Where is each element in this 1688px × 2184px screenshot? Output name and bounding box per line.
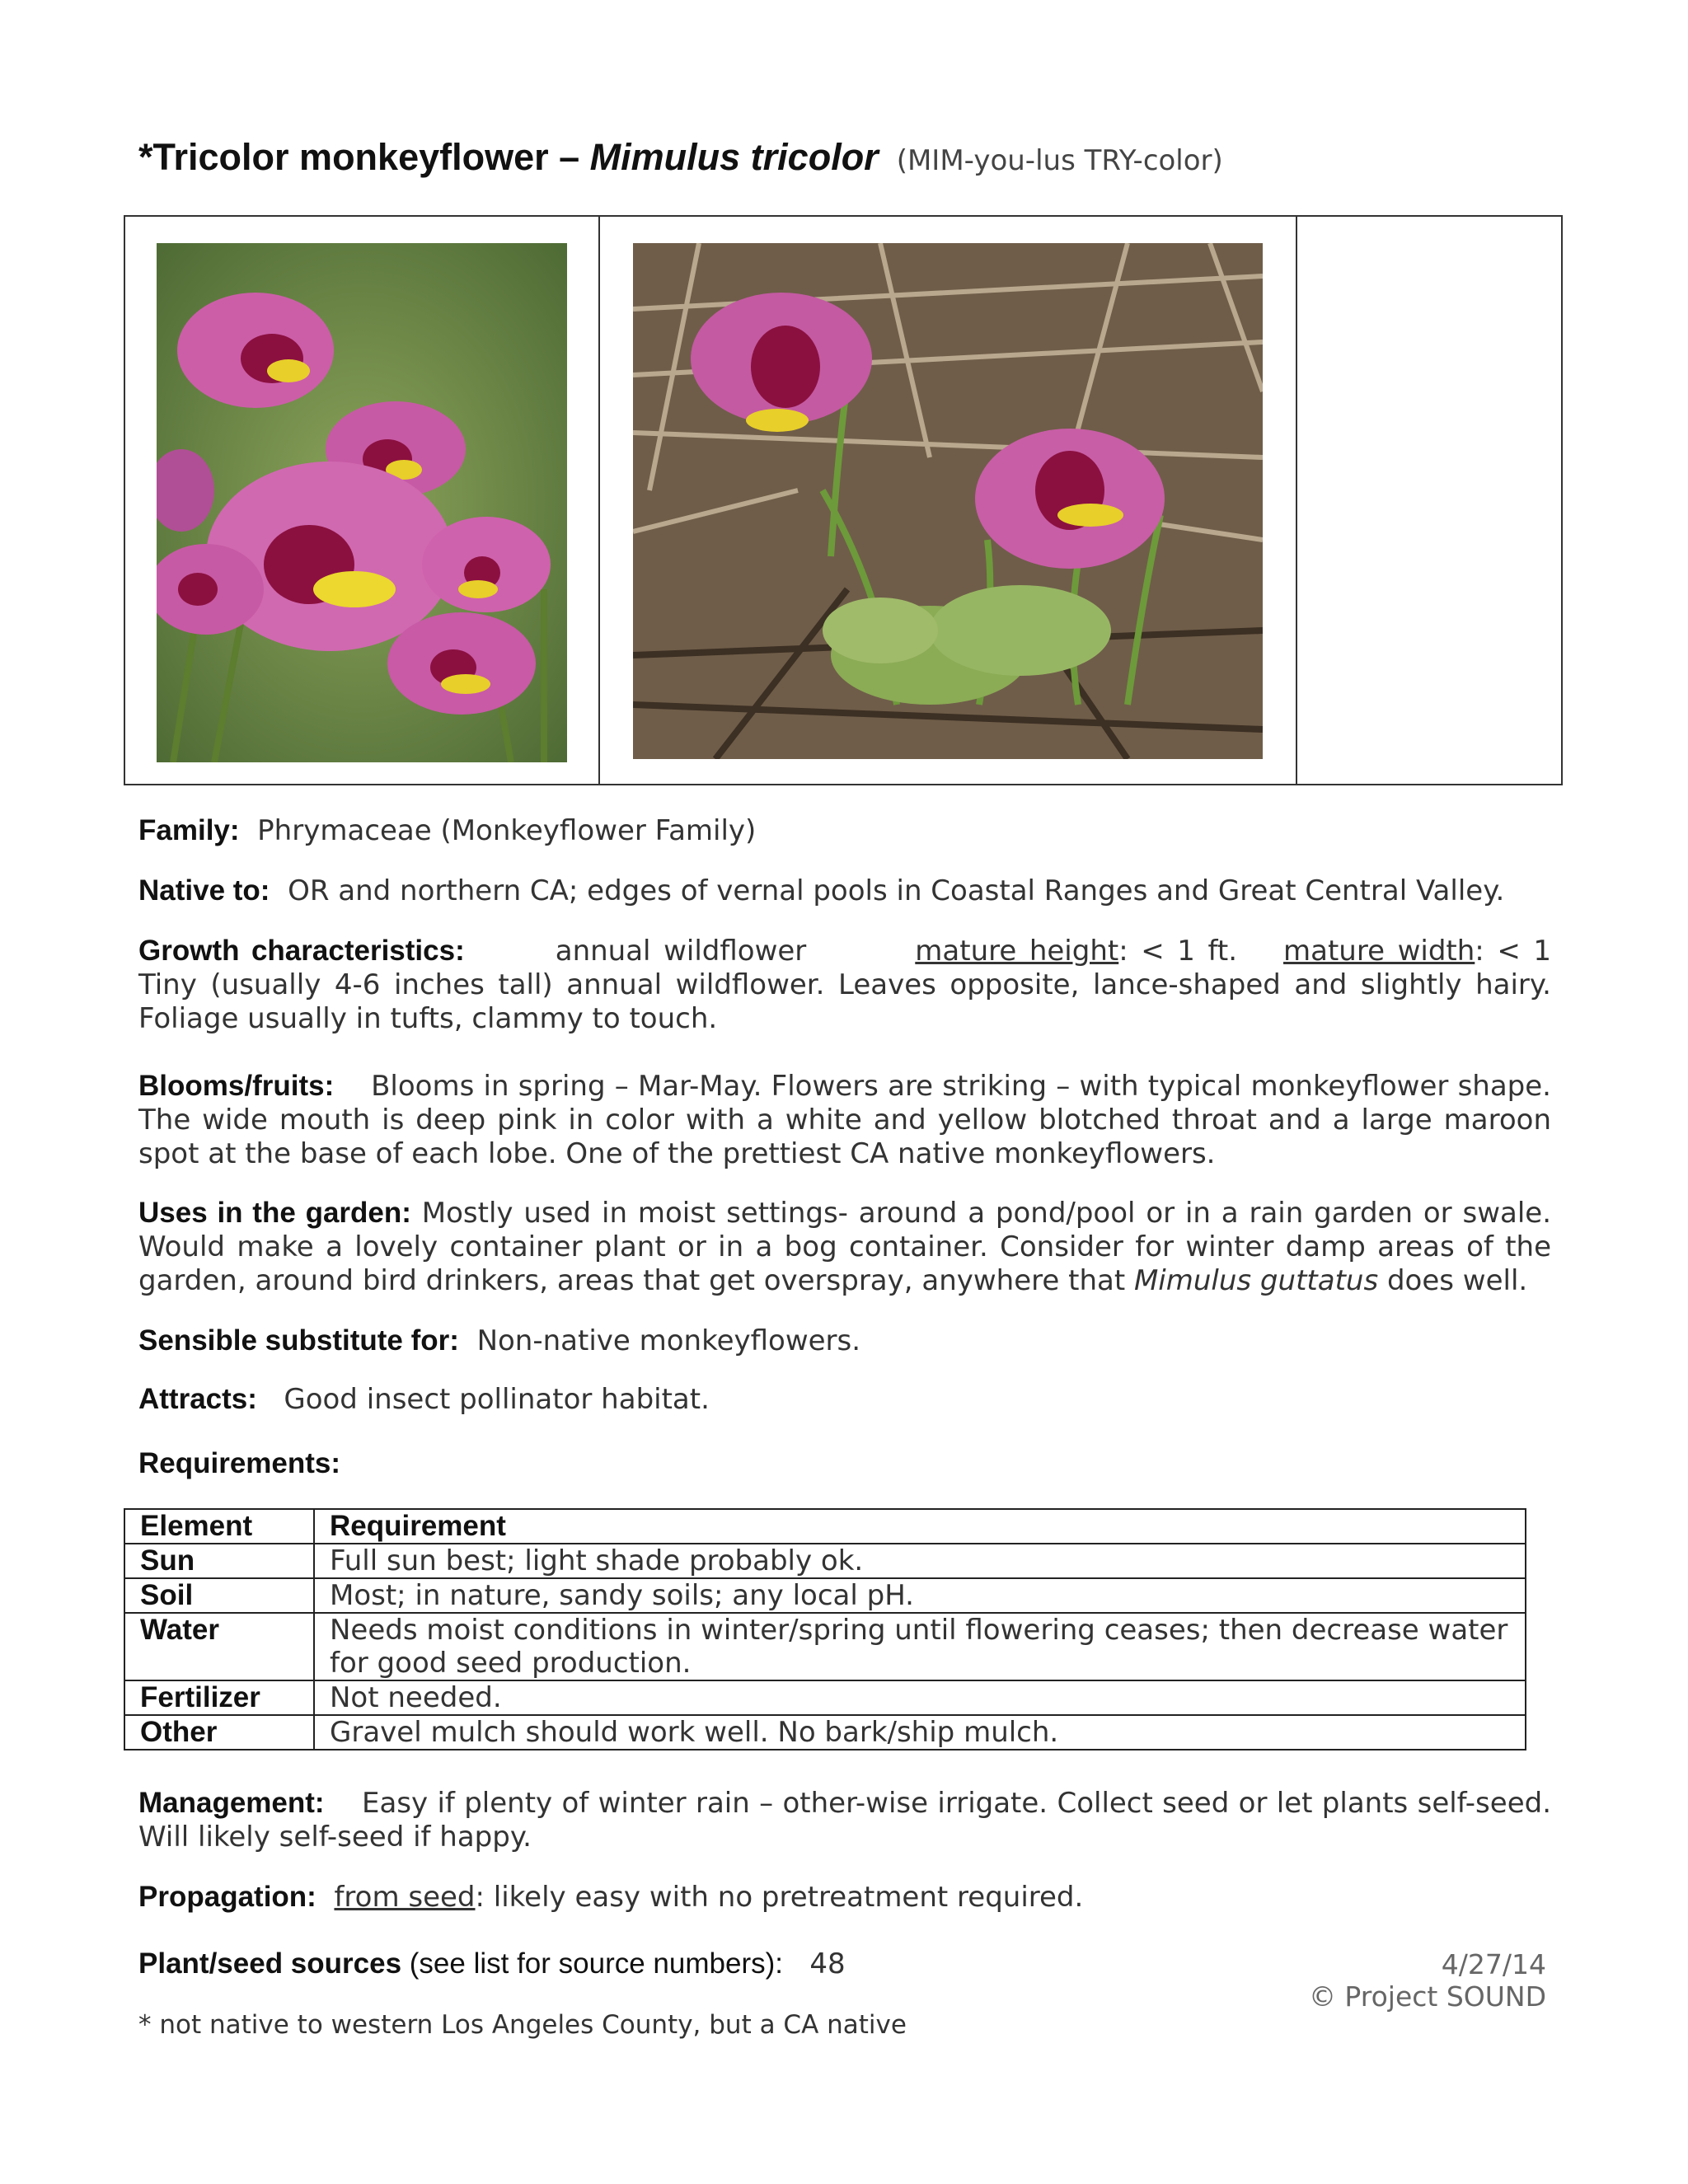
requirements-table bbox=[124, 1508, 1526, 1750]
uses-value-end: does well. bbox=[1378, 1264, 1528, 1297]
substitute-section bbox=[138, 1324, 1551, 1358]
requirement-cell: Full sun best; light shade probably ok. bbox=[314, 1544, 1526, 1578]
growth-label: Growth characteristics: bbox=[138, 935, 465, 967]
table-row bbox=[124, 1544, 1526, 1578]
title-common-name: *Tricolor monkeyflower – bbox=[138, 136, 590, 178]
family-value: Phrymaceae (Monkeyflower Family) bbox=[257, 814, 757, 847]
requirement-cell: Most; in nature, sandy soils; any local pH. bbox=[314, 1578, 1526, 1613]
table-row bbox=[124, 1715, 1526, 1750]
propagation-method: from seed bbox=[334, 1881, 476, 1914]
family-section bbox=[138, 813, 1551, 848]
requirement-cell: Gravel mulch should work well. No bark/ship mulch. bbox=[314, 1715, 1526, 1750]
page-title bbox=[138, 136, 1223, 179]
table-row bbox=[124, 1578, 1526, 1613]
photo-cell-1 bbox=[125, 217, 600, 784]
photo-table bbox=[124, 215, 1563, 785]
flower-closeup-photo bbox=[157, 243, 567, 762]
attracts-section bbox=[138, 1382, 1551, 1417]
sources-label: Plant/seed sources bbox=[138, 1947, 402, 1980]
requirement-cell: Needs moist conditions in winter/spring until flowering ceases; then decrease water for good seed production. bbox=[314, 1613, 1526, 1680]
growth-description: Tiny (usually 4-6 inches tall) annual wildflower. Leaves opposite, lance-shaped and slightly hairy. Foliage usually in tufts, clammy to touch. bbox=[138, 968, 1551, 1035]
element-cell: Fertilizer bbox=[124, 1680, 314, 1715]
photo-cell-2 bbox=[600, 217, 1297, 784]
element-cell: Other bbox=[124, 1715, 314, 1750]
sources-section bbox=[138, 1947, 1210, 1981]
uses-label: Uses in the garden: bbox=[138, 1197, 411, 1229]
table-row bbox=[124, 1613, 1526, 1680]
management-section bbox=[138, 1786, 1551, 1854]
photo-cell-3-empty bbox=[1297, 217, 1561, 784]
requirements-heading bbox=[138, 1446, 1551, 1481]
blooms-section bbox=[138, 1069, 1551, 1171]
title-latin-name: Mimulus tricolor bbox=[589, 136, 879, 178]
mature-width-value: : < 1 bbox=[1475, 935, 1552, 968]
growth-section bbox=[138, 934, 1551, 1036]
copyright-notice: © Project SOUND bbox=[1308, 1980, 1546, 2013]
revision-date: 4/27/14 bbox=[1441, 1948, 1546, 1980]
native-section bbox=[138, 874, 1551, 908]
element-cell: Water bbox=[124, 1613, 314, 1680]
mature-height-value: : < 1 ft. bbox=[1118, 935, 1238, 968]
sources-value: 48 bbox=[809, 1947, 846, 1980]
substitute-label: Sensible substitute for: bbox=[138, 1324, 459, 1357]
plant-habit-photo bbox=[633, 243, 1263, 759]
propagation-label: Propagation: bbox=[138, 1881, 316, 1913]
mature-height-label: mature height bbox=[915, 935, 1119, 968]
growth-type: annual wildflower bbox=[555, 935, 807, 968]
native-label: Native to: bbox=[138, 874, 270, 907]
header-element: Element bbox=[124, 1509, 314, 1544]
sources-note: (see list for source numbers): bbox=[401, 1947, 783, 1980]
mature-width-label: mature width bbox=[1283, 935, 1475, 968]
blooms-value: Blooms in spring – Mar-May. Flowers are striking – with typical monkeyflower shape. The wide mouth is deep pink in color with a white and yellow blotched throat and a large maroon spot at the base of each lobe. One of the prettiest CA native monkeyflowers. bbox=[138, 1070, 1551, 1170]
requirements-header-row bbox=[124, 1509, 1526, 1544]
table-row bbox=[124, 1680, 1526, 1715]
uses-value-italic: Mimulus guttatus bbox=[1133, 1264, 1379, 1297]
element-cell: Soil bbox=[124, 1578, 314, 1613]
management-label: Management: bbox=[138, 1787, 325, 1819]
attracts-label: Attracts: bbox=[138, 1383, 257, 1415]
uses-value: Mostly used in moist settings- around a pond/pool or in a rain garden or swale. Would make a lovely container plant or in a bog container. Consider for winter damp areas of the garden, around bird drinkers, areas that get overspray, anywhere that bbox=[138, 1197, 1552, 1297]
attracts-value: Good insect pollinator habitat. bbox=[284, 1383, 710, 1416]
uses-section bbox=[138, 1196, 1551, 1298]
native-value: OR and northern CA; edges of vernal pools in Coastal Ranges and Great Central Valley. bbox=[288, 874, 1505, 907]
requirements-label: Requirements: bbox=[138, 1447, 341, 1479]
family-label: Family: bbox=[138, 814, 240, 846]
title-pronunciation: (MIM-you-lus TRY-color) bbox=[896, 144, 1223, 177]
requirement-cell: Not needed. bbox=[314, 1680, 1526, 1715]
substitute-value: Non-native monkeyflowers. bbox=[476, 1324, 861, 1357]
footnote: * not native to western Los Angeles County, but a CA native bbox=[138, 2010, 907, 2040]
header-requirement: Requirement bbox=[314, 1509, 1526, 1544]
propagation-section bbox=[138, 1880, 1551, 1915]
propagation-value: : likely easy with no pretreatment required. bbox=[475, 1881, 1084, 1914]
management-value: Easy if plenty of winter rain – other-wise irrigate. Collect seed or let plants self-seed. Will likely self-seed if happy. bbox=[138, 1787, 1551, 1854]
blooms-label: Blooms/fruits: bbox=[138, 1070, 335, 1102]
element-cell: Sun bbox=[124, 1544, 314, 1578]
